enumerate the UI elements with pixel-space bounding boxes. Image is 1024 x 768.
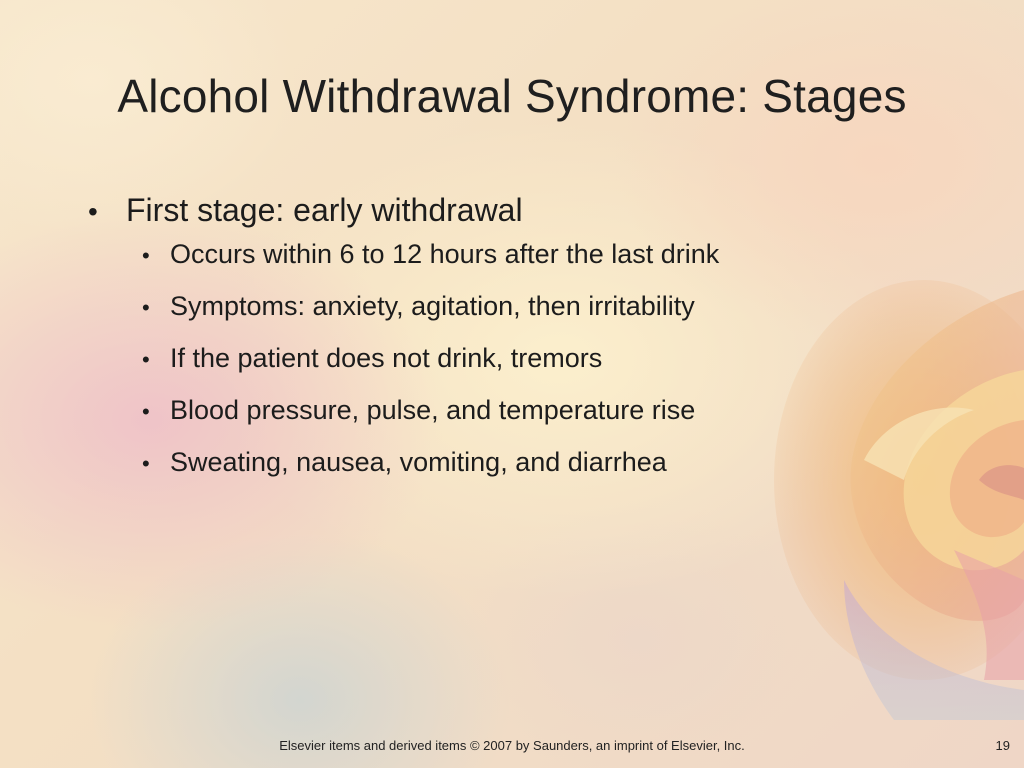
sub-bullet-text: Sweating, nausea, vomiting, and diarrhea	[170, 447, 667, 477]
sub-bullet-dot: •	[142, 347, 150, 372]
copyright-footer: Elsevier items and derived items © 2007 by Saunders, an imprint of Elsevier, Inc.	[279, 738, 745, 753]
sub-bullet-item	[142, 238, 908, 272]
sub-bullet-item	[142, 446, 908, 480]
sub-bullet-list	[142, 238, 908, 480]
bullet-dot: •	[88, 196, 98, 227]
slide-title: Alcohol Withdrawal Syndrome: Stages	[117, 70, 907, 122]
slide-content	[88, 188, 908, 498]
sub-bullet-item	[142, 290, 908, 324]
bullet-first-stage	[88, 188, 908, 234]
sub-bullet-dot: •	[142, 243, 150, 268]
page-number: 19	[995, 738, 1010, 753]
sub-bullet-dot: •	[142, 451, 150, 476]
sub-bullet-dot: •	[142, 399, 150, 424]
sub-bullet-item	[142, 342, 908, 376]
sub-bullet-dot: •	[142, 295, 150, 320]
bullet-text: First stage: early withdrawal	[126, 192, 523, 228]
sub-bullet-text: If the patient does not drink, tremors	[170, 343, 603, 373]
sub-bullet-text: Occurs within 6 to 12 hours after the last drink	[170, 239, 720, 269]
sub-bullet-item	[142, 394, 908, 428]
sub-bullet-text: Blood pressure, pulse, and temperature rise	[170, 395, 696, 425]
sub-bullet-text: Symptoms: anxiety, agitation, then irritability	[170, 291, 695, 321]
